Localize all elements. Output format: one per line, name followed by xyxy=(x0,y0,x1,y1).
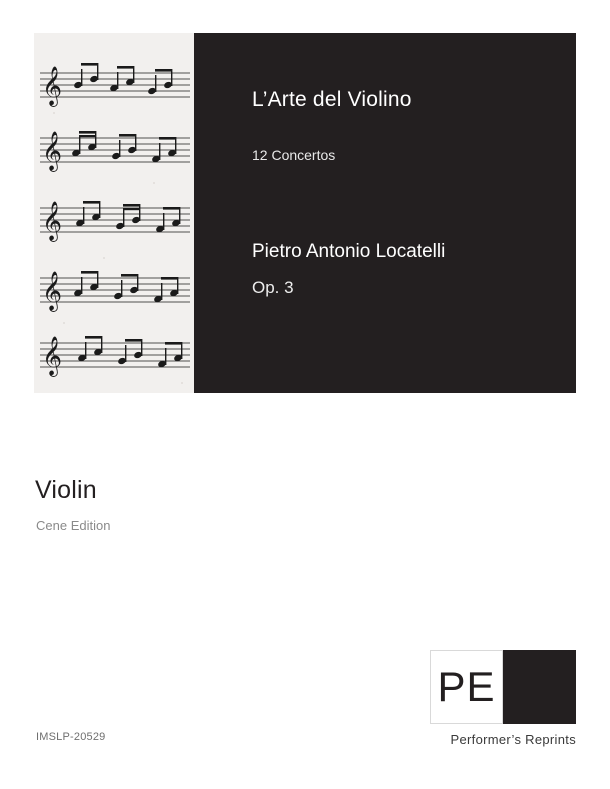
svg-text:𝄞: 𝄞 xyxy=(42,201,63,241)
instrument-part: Violin xyxy=(35,476,97,504)
music-notation-icon xyxy=(34,33,194,393)
title-text-panel xyxy=(194,33,576,393)
svg-text:𝄞: 𝄞 xyxy=(42,131,63,171)
title-band xyxy=(34,33,576,393)
logo-letters: PE xyxy=(437,663,496,710)
svg-text:𝄞: 𝄞 xyxy=(42,66,63,106)
edition-name: Cene Edition xyxy=(36,518,111,533)
publisher-name: Performer’s Reprints xyxy=(450,732,576,747)
imslp-id: IMSLP-20529 xyxy=(36,731,106,743)
work-subtitle: 12 Concertos xyxy=(252,147,336,163)
score-excerpt-image xyxy=(34,33,194,393)
svg-text:𝄞: 𝄞 xyxy=(42,336,63,376)
svg-text:𝄞: 𝄞 xyxy=(42,271,63,311)
logo-letter-block xyxy=(430,650,503,724)
logo-dark-block xyxy=(503,650,576,724)
logo-mark xyxy=(430,650,576,724)
opus-number: Op. 3 xyxy=(252,278,294,297)
work-title: L’Arte del Violino xyxy=(252,88,412,111)
publisher-logo xyxy=(430,650,576,750)
composer-name: Pietro Antonio Locatelli xyxy=(252,241,446,262)
